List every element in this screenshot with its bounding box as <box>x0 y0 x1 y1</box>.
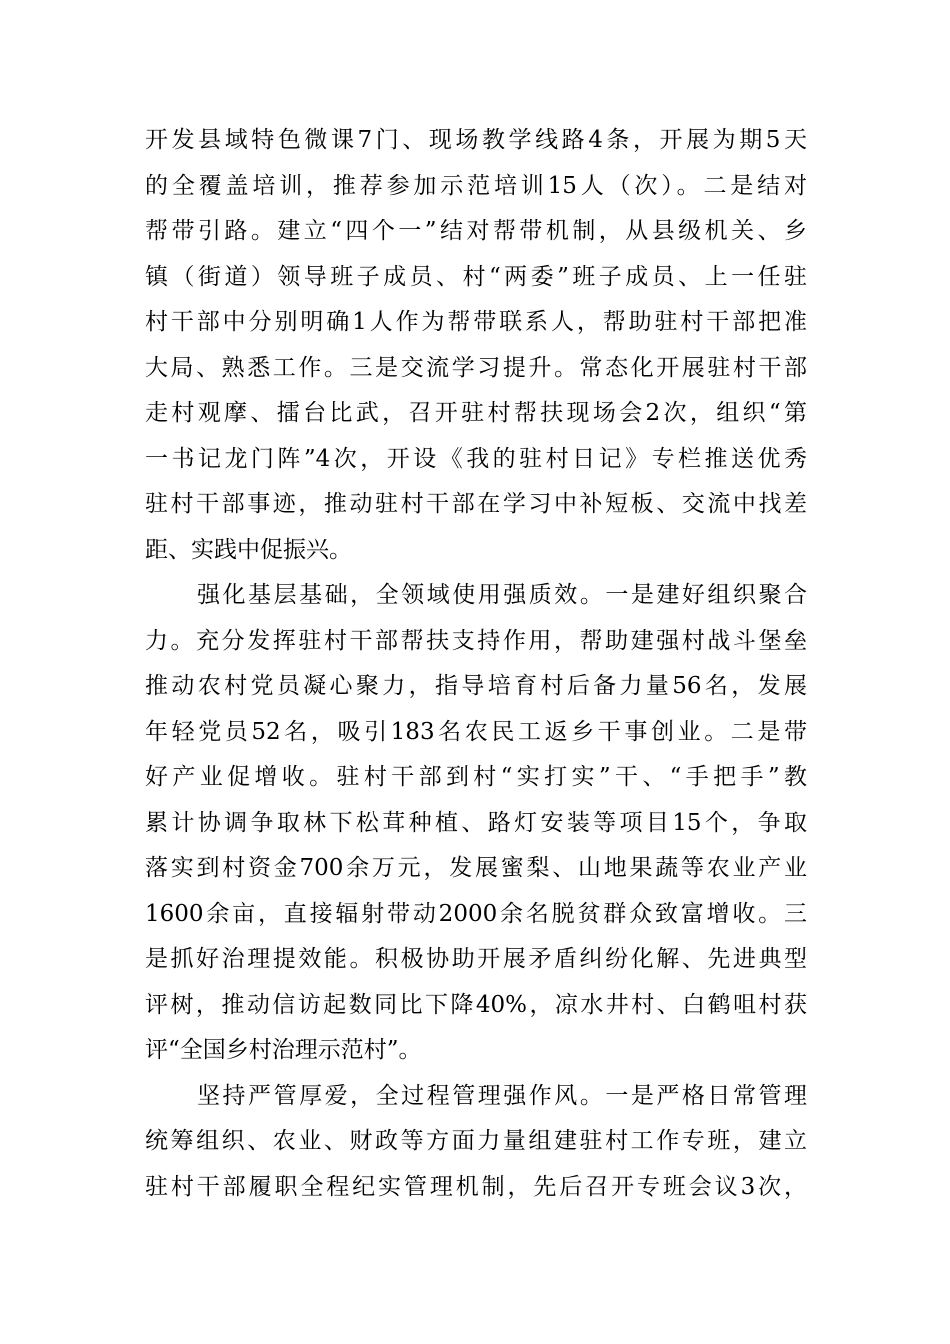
text-line: 是抓好治理提效能。积极协助开展矛盾纠纷化解、先进典型 <box>145 946 807 972</box>
text-line: 统筹组织、农业、财政等方面力量组建驻村工作专班，建立 <box>145 1128 807 1154</box>
text-line: 一书记龙门阵”4次，开设《我的驻村日记》专栏推送优秀 <box>145 445 807 472</box>
text-line: 好产业促增收。驻村干部到村“实打实”干、“手把手”教 <box>145 764 807 790</box>
text-line: 走村观摩、擂台比武，召开驻村帮扶现场会2次，组织“第 <box>145 400 807 426</box>
text-line: 距、实践中促振兴。 <box>145 536 352 563</box>
paragraph-1 <box>145 118 807 573</box>
text-line: 评树，推动信访起数同比下降40%，凉水井村、白鹤咀村获 <box>145 991 807 1018</box>
text-line: 1600余亩，直接辐射带动2000余名脱贫群众致富增收。三 <box>145 900 807 927</box>
paragraph-2 <box>145 573 807 1074</box>
text-line: 评“全国乡村治理示范村”。 <box>145 1037 422 1063</box>
text-line: 村干部中分别明确1人作为帮带联系人，帮助驻村干部把准 <box>145 309 807 335</box>
text-line: 坚持严管厚爱，全过程管理强作风。一是严格日常管理 <box>197 1082 807 1109</box>
text-line: 驻村干部事迹，推动驻村干部在学习中补短板、交流中找差 <box>145 491 807 517</box>
paragraph-3 <box>145 1074 807 1211</box>
text-line: 力。充分发挥驻村干部帮扶支持作用，帮助建强村战斗堡垒 <box>145 627 807 654</box>
text-line: 的全覆盖培训，推荐参加示范培训15人（次）。二是结对 <box>145 172 807 199</box>
body-text <box>145 118 807 1210</box>
text-line: 强化基层基础，全领域使用强质效。一是建好组织聚合 <box>197 582 807 608</box>
text-line: 累计协调争取林下松茸种植、路灯安装等项目15个，争取 <box>145 809 807 836</box>
text-line: 驻村干部履职全程纪实管理机制，先后召开专班会议3次， <box>145 1173 807 1200</box>
text-line: 年轻党员52名，吸引183名农民工返乡干事创业。二是带 <box>145 718 807 745</box>
text-line: 镇（街道）领导班子成员、村“两委”班子成员、上一任驻 <box>145 263 807 290</box>
text-line: 大局、熟悉工作。三是交流学习提升。常态化开展驻村干部 <box>145 354 807 381</box>
text-line: 帮带引路。建立“四个一”结对帮带机制，从县级机关、乡 <box>145 218 807 244</box>
text-line: 落实到村资金700余万元，发展蜜梨、山地果蔬等农业产业 <box>145 855 807 881</box>
text-line: 开发县域特色微课7门、现场教学线路4条，开展为期5天 <box>145 127 807 153</box>
text-line: 推动农村党员凝心聚力，指导培育村后备力量56名，发展 <box>145 673 807 699</box>
